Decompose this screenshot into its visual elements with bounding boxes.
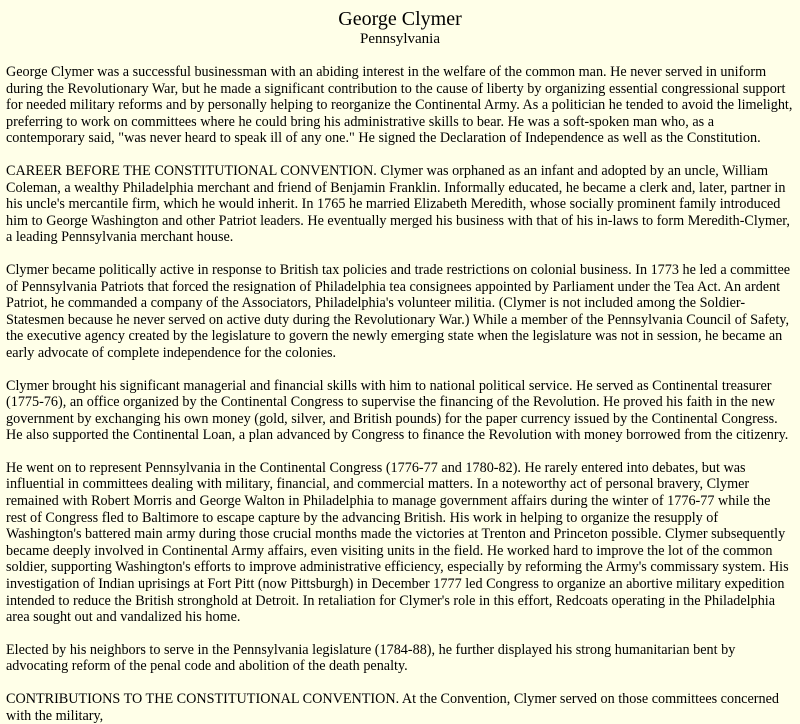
paragraph-intro: George Clymer was a successful businessman with an abiding interest in the welfare of the common man. He never served in uniform during the Revolutionary War, but he made a significant contribution to the cause of liberty by organizing essential congressional support for needed military reforms and by personally helping to reorganize the Continental Army. As a politician he tended to avoid the limelight, preferring to work on committees where he could bring his administrative skills to bear. He was a soft-spoken man who, as a contemporary said, "was never heard to speak ill of any one." He signed the Declaration of Independence as well as the Constitution. <box>6 64 793 147</box>
paragraph-political-activity: Clymer became politically active in response to British tax policies and trade restrictions on colonial business. In 1773 he led a committee of Pennsylvania Patriots that forced the resignation of Philadelphia tea consignees appointed by Parliament under the Tea Act. An ardent Patriot, he commanded a company of the Associators, Philadelphia's volunteer militia. (Clymer is not included among the Soldier-Statesmen because he never served on active duty during the Revolutionary War.) While a member of the Pennsylvania Council of Safety, the executive agency created by the legislature to govern the newly emerging state when the legislature was not in session, he became an early advocate of complete independence for the colonies. <box>6 261 791 361</box>
page-subtitle-state: Pennsylvania <box>360 31 440 47</box>
paragraph-continental-congress: He went on to represent Pennsylvania in the Continental Congress (1776-77 and 1780-82). He rarely entered into debates, but was influential in committees dealing with military, financial, and commercial matters. In a noteworthy act of personal bravery, Clymer remained with Robert Morris and George Walton in Philadelphia to manage government affairs during the winter of 1776-77 while the rest of Congress fled to Baltimore to escape capture by the advancing British. His work in helping to organize the resupply of Washington's battered main army during those crucial months made the victories at Trenton and Princeton possible. Clymer subsequently became deeply involved in Continental Army affairs, even visiting units in the field. He worked hard to improve the lot of the common soldier, supporting Washington's efforts to improve administrative efficiency, especially by reforming the Army's commissary system. His investigation of Indian uprisings at Fort Pitt (now Pittsburgh) in December 1777 led Congress to organize an abortive military expedition intended to reduce the British stronghold at Detroit. In retaliation for Clymer's role in this effort, Redcoats operating in the Philadelphia area sought out and vandalized his home. <box>6 459 789 626</box>
page-title: George Clymer <box>338 8 462 30</box>
paragraph-pennsylvania-legislature: Elected by his neighbors to serve in the Pennsylvania legislature (1784-88), he further displayed his strong humanitarian bent by advocating reform of the penal code and abolition of the death penalty. <box>6 641 736 675</box>
paragraph-financial-service: Clymer brought his significant managerial and financial skills with him to national political service. He served as Continental treasurer (1775-76), an office organized by the Continental Congress to supervise the financing of the Revolution. He proved his faith in the new government by exchanging his own money (gold, silver, and British pounds) for the paper currency issued by the Continental Congress. He also supported the Continental Loan, a plan advanced by Congress to finance the Revolution with money borrowed from the citizenry. <box>6 377 789 444</box>
paragraph-career-before-convention: CAREER BEFORE THE CONSTITUTIONAL CONVENTION. Clymer was orphaned as an infant and adopted by an uncle, William Coleman, a wealthy Philadelphia merchant and friend of Benjamin Franklin. Informally educated, he became a clerk and, later, partner in his uncle's mercantile firm, which he would inherit. In 1765 he married Elizabeth Meredith, whose socially prominent family introduced him to George Washington and other Patriot leaders. He eventually merged his business with that of his in-laws to form Meredith-Clymer, a leading Pennsylvania merchant house. <box>6 162 790 246</box>
paragraph-contributions-to-convention: CONTRIBUTIONS TO THE CONSTITUTIONAL CONVENTION. At the Convention, Clymer served on those committees concerned with the military, <box>6 691 779 724</box>
